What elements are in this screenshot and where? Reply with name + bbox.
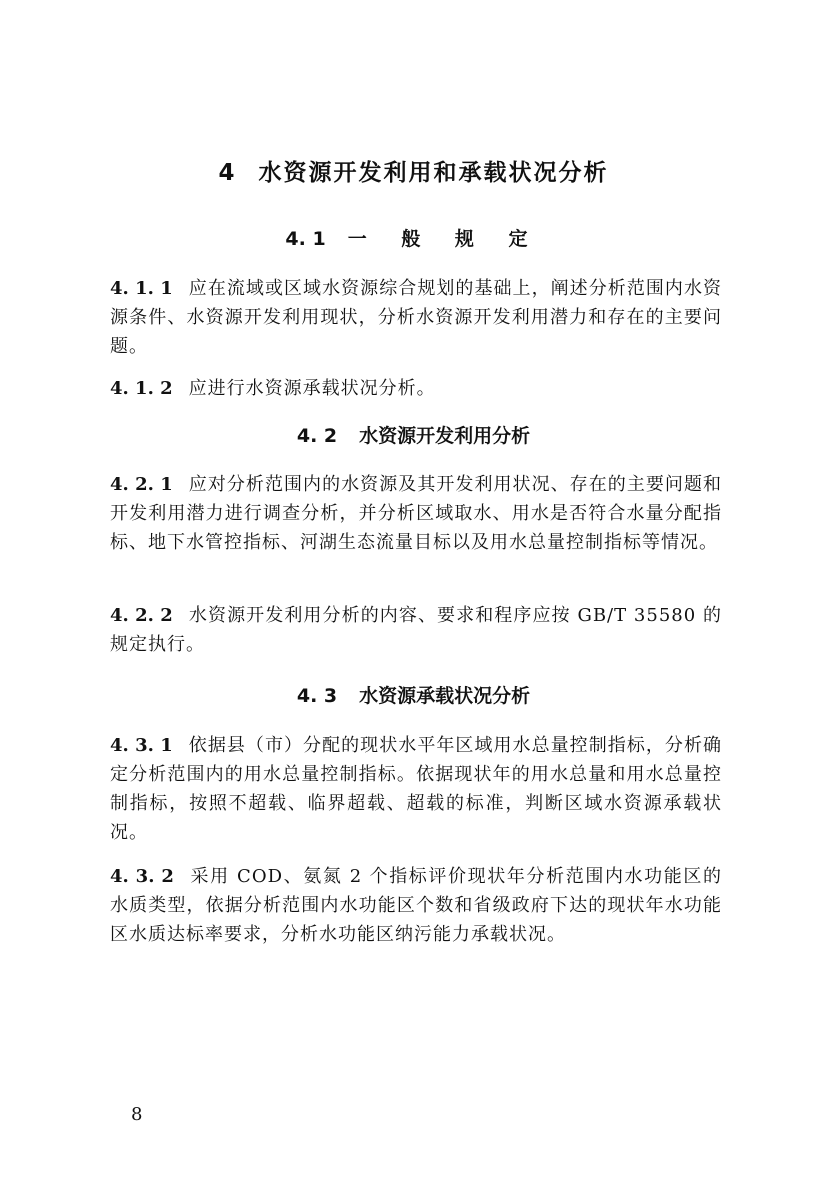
section-title-4-2: [0, 421, 827, 451]
clause-number: 4. 2. 1: [110, 474, 173, 495]
clause-number: 4. 1. 2: [110, 378, 173, 399]
clause-4-1-1: [110, 274, 722, 361]
clause-4-1-2: [110, 374, 722, 403]
section-number: 4. 2: [296, 425, 338, 447]
clause-number: 4. 1. 1: [110, 278, 173, 299]
clause-number: 4. 3. 1: [110, 735, 173, 756]
clause-text: 应进行水资源承载状况分析。: [188, 378, 436, 399]
clause-text: 应对分析范围内的水资源及其开发利用状况、存在的主要问题和开发利用潜力进行调查分析，并分析区域取水、用水是否符合水量分配指标、地下水管控指标、河湖生态流量目标以及用水总量控制指标等情况。: [110, 474, 723, 553]
section-title-text: 水资源开发利用分析: [359, 425, 531, 447]
section-title-4-3: [0, 681, 827, 711]
clause-text: 依据县（市）分配的现状水平年区域用水总量控制指标，分析确定分析范围内的用水总量控制指标。依据现状年的用水总量和用水总量控制指标，按照不超载、临界超载、超载的标准，判断区域水资源承载状况。: [110, 735, 723, 843]
clause-4-2-2: [110, 601, 722, 659]
section-title-text: 一 般 规 定: [347, 228, 542, 250]
clause-text: 应在流域或区域水资源综合规划的基础上，阐述分析范围内水资源条件、水资源开发利用现状，分析水资源开发利用潜力和存在的主要问题。: [110, 278, 723, 357]
section-number: 4. 1: [285, 228, 326, 250]
section-title-4-1: [0, 224, 827, 254]
chapter-title-text: 水资源开发利用和承载状况分析: [258, 160, 609, 186]
page-number: 8: [131, 1104, 143, 1125]
chapter-number: 4: [218, 160, 237, 186]
clause-4-3-1: [110, 731, 722, 847]
section-number: 4. 3: [296, 685, 338, 707]
clause-text: 水资源开发利用分析的内容、要求和程序应按 GB/T 35580 的规定执行。: [110, 605, 723, 655]
section-title-text: 水资源承载状况分析: [359, 685, 531, 707]
clause-text: 采用 COD、氨氮 2 个指标评价现状年分析范围内水功能区的水质类型，依据分析范围内水功能区个数和省级政府下达的现状年水功能区水质达标率要求，分析水功能区纳污能力承载状况。: [110, 866, 723, 945]
clause-4-3-2: [110, 862, 722, 949]
clause-number: 4. 2. 2: [110, 605, 173, 626]
clause-number: 4. 3. 2: [110, 866, 174, 887]
chapter-title: [0, 156, 827, 190]
clause-4-2-1: [110, 470, 722, 557]
